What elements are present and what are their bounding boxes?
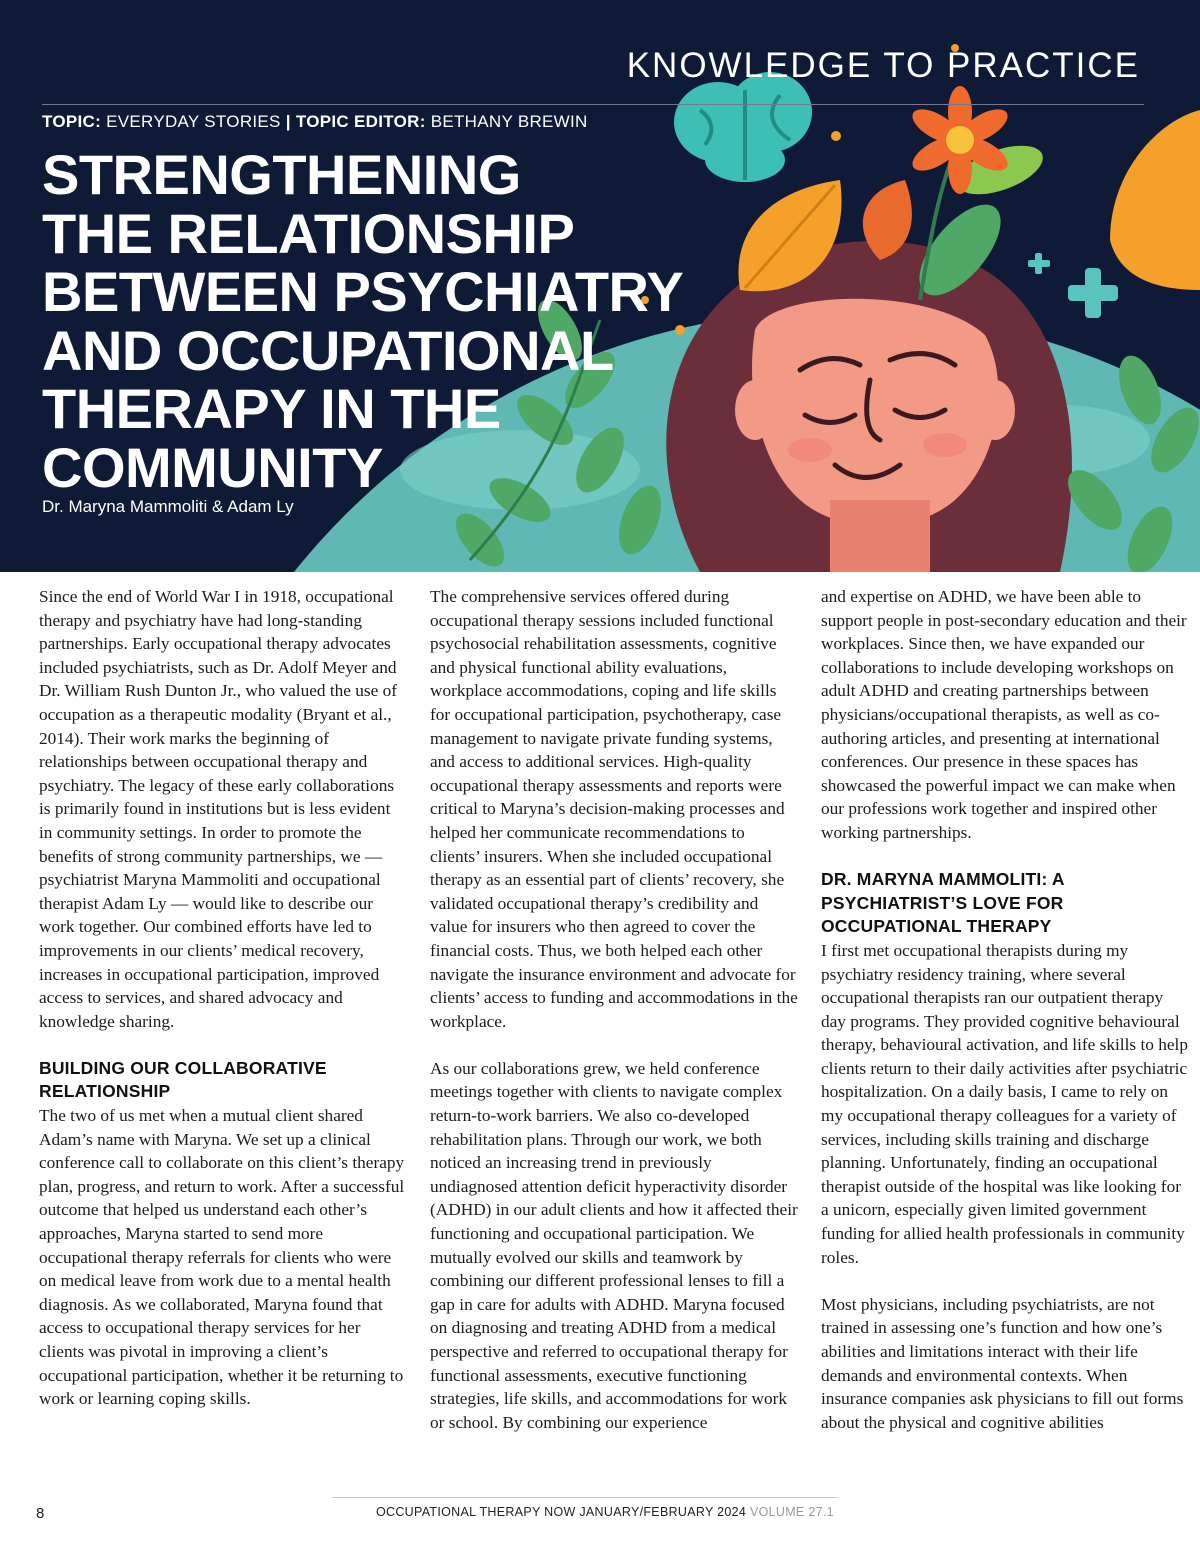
body-paragraph: I first met occupational therapists during my psychiatry residency training, where several occupational therapists ran our outpatient therapy day programs. They provided cognitive behavioural therapy, behavioural activation, and life skills to help clients return to their daily activities after psychiatric hospitalization. On a daily basis, I came to rely on my occupational therapy colleagues for a variety of services, including skills training and discharge planning. Unfortunately, finding an occupational therapist outside of the hospital was like looking for a unicorn, especially given limited government funding for allied health professionals in community roles.	[821, 940, 1188, 1267]
article-column-1	[39, 585, 407, 1411]
topic-separator: |	[285, 112, 291, 131]
title-line: THE RELATIONSHIP	[42, 201, 575, 265]
body-paragraph: and expertise on ADHD, we have been able to support people in post-secondary education and their workplaces. Since then, we have expanded our collaborations to include developing workshops on adult ADHD and creating partnerships between physicians/occupational therapists, as well as co-authoring articles, and presenting at international conferences. Our presence in these spaces has showcased the powerful impact we can make when our professions work together and inspired other working partnerships.	[821, 587, 1187, 842]
topic-line	[42, 112, 588, 132]
brain-shape	[674, 72, 812, 182]
title-line: BETWEEN PSYCHIATRY	[42, 260, 684, 323]
footer-divider	[332, 1497, 838, 1498]
topic-value: EVERYDAY STORIES	[106, 112, 281, 131]
body-paragraph: Most physicians, including psychiatrists, are not trained in assessing one’s function and how one’s abilities and limitations interact with their life demands and environmental contexts. When insurance companies ask physicians to fill out forms about the physical and cognitive abilities	[821, 1294, 1184, 1432]
issue-date: JANUARY/FEBRUARY 2024	[579, 1505, 747, 1519]
orange-leaf-right	[1110, 110, 1200, 290]
intro-paragraph: Since the end of World War I in 1918, occupational therapy and psychiatry have had long-standing partnerships. Early occupational therapy advocates included psychiatrists, such as Dr. Adolf Meyer and Dr. William Rush Dunton Jr., who valued the use of occupation as a therapeutic modality (Bryant et al., 2014). Their work marks the beginning of relationships between occupational therapy and psychiatry. The legacy of these early collaborations is primarily found in institutions but is less evident in community settings. In order to promote the benefits of strong community partnerships, we — psychiatrist Maryna Mammoliti and occupational therapist Adam Ly — would like to describe our work together. Our combined efforts have led to improvements in our clients’ medical recovery, increases in occupational participation, improved access to services, and shared advocacy and knowledge sharing.	[39, 587, 398, 1031]
publication-name: OCCUPATIONAL THERAPY NOW	[376, 1505, 576, 1519]
section-heading: DR. MARYNA MAMMOLITI: A PSYCHIATRIST’S LOVE FOR OCCUPATIONAL THERAPY	[821, 869, 1065, 937]
hero-banner	[0, 0, 1200, 572]
title-line: STRENGTHENING	[42, 143, 521, 206]
article-column-3	[821, 585, 1189, 1434]
section-heading: BUILDING OUR COLLABORATIVE RELATIONSHIP	[39, 1057, 327, 1102]
title-line: THERAPY IN THE	[42, 377, 501, 440]
editor-value: BETHANY BREWIN	[430, 112, 588, 131]
title-line: COMMUNITY	[42, 435, 383, 499]
body-paragraph: As our collaborations grew, we held conference meetings together with clients to navigate complex return-to-work barriers. We also co-developed rehabilitation plans. Through our work, we both noticed an increasing trend in previously undiagnosed attention deficit hyperactivity disorder (ADHD) in our adult clients and how it affected their functioning and occupational participation. We mutually evolved our skills and teamwork by combining our different professional lenses to fill a gap in care for adults with ADHD. Maryna focused on diagnosing and treating ADHD from a medical perspective and referred to occupational therapy for functional assessments, executive functioning strategies, life skills, and accommodations for work or school. By combining our experience	[430, 1058, 798, 1432]
footer-publication-info	[376, 1505, 834, 1519]
article-title	[42, 143, 684, 499]
section-label: KNOWLEDGE TO PRACTICE	[626, 46, 1140, 85]
title-line: AND OCCUPATIONAL	[42, 318, 614, 382]
editor-key: TOPIC EDITOR:	[295, 112, 426, 131]
body-paragraph: The two of us met when a mutual client shared Adam’s name with Maryna. We set up a clinical conference call to collaborate on this client’s therapy plan, progress, and return to work. After a successful outcome that helped us understand each other’s approaches, Maryna started to send more occupational therapy referrals for clients who were on medical leave from work due to a mental health diagnosis. As we collaborated, Maryna found that access to occupational therapy services for her clients was pivotal in improving a client’s occupational participation, whether it be returning to work or learning coping skills.	[39, 1106, 405, 1409]
page-number: 8	[36, 1505, 45, 1522]
body-paragraph: The comprehensive services offered during occupational therapy sessions included functional psychosocial rehabilitation assessments, cognitive and physical functional ability evaluations, workplace accommodations, coping and life skills for occupational participation, psychotherapy, case management to navigate private funding systems, and access to additional services. High-quality occupational therapy assessments and reports were critical to Maryna’s decision-making processes and helped her communicate recommendations to clients’ insurers. When she included occupational therapy as an essential part of clients’ recovery, she validated occupational therapy’s credibility and value for insurers who then agreed to cover the financial costs. Thus, we both helped each other navigate the insurance environment and advocate for clients’ access to funding and accommodations in the workplace.	[430, 587, 798, 1031]
article-column-2	[430, 585, 798, 1434]
volume-number: VOLUME 27.1	[749, 1505, 834, 1519]
plus-icons	[1028, 253, 1118, 318]
author-byline: Dr. Maryna Mammoliti & Adam Ly	[42, 497, 294, 516]
header-divider	[42, 104, 1144, 105]
topic-key: TOPIC:	[42, 112, 102, 131]
